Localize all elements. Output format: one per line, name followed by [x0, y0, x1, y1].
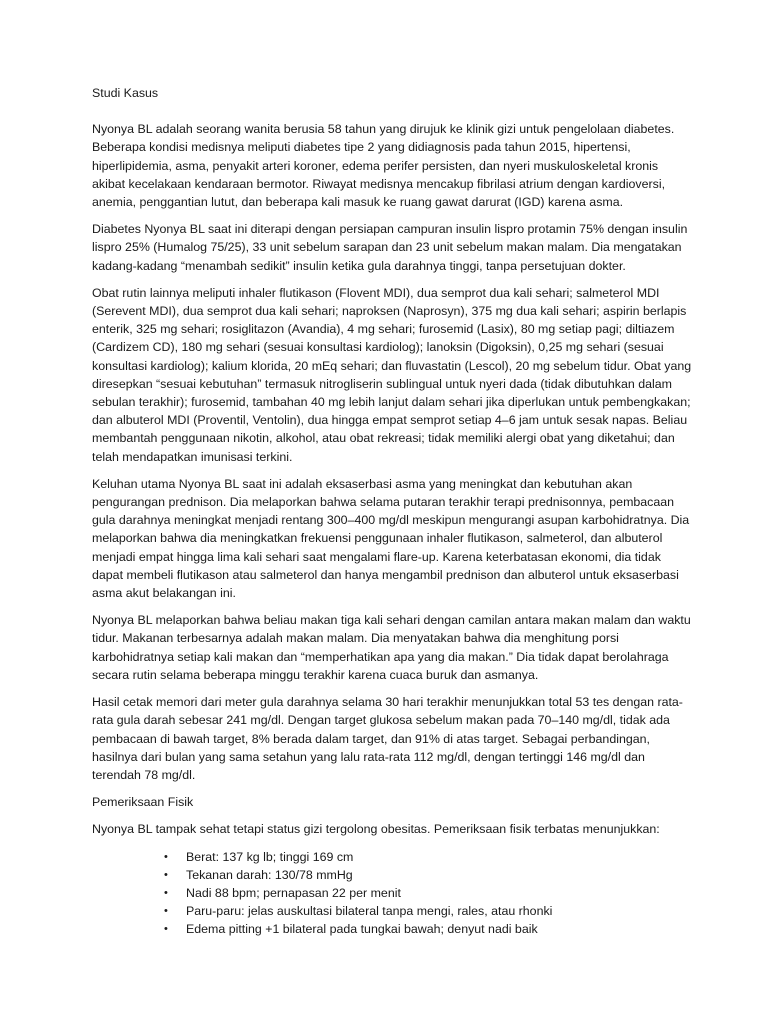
- paragraph-glucose-log: Hasil cetak memori dari meter gula darahnya selama 30 hari terakhir menunjukkan total 53 tes dengan rata-rata gula darah sebesar 241 mg/dl. Dengan target glukosa sebelum makan pada 70–140 mg/dl, tidak ada pembacaan di bawah target, 8% berada dalam target, dan 91% di atas target. Sebagai perbandingan, hasilnya dari bulan yang sama setahun yang lalu rata-rata 112 mg/dl, dengan tertinggi 146 mg/dl dan terendah 78 mg/dl.: [92, 695, 683, 782]
- paragraph-chief-complaint: Keluhan utama Nyonya BL saat ini adalah eksaserbasi asma yang meningkat dan kebutuhan akan pengurangan prednison. Dia melaporkan bahwa selama putaran terakhir terapi prednisonnya, pembacaan gula darahnya meningkat menjadi rentang 300–400 mg/dl meskipun mengurangi asupan karbohidratnya. Dia melaporkan bahwa dia meningkatkan frekuensi penggunaan inhaler flutikason, salmeterol, dan albuterol menjadi empat hingga lima kali sehari saat mengalami flare-up. Karena keterbatasan ekonomi, dia tidak dapat membeli flutikason atau salmeterol dan hanya mengambil prednison dan albuterol untuk eksaserbasi asma akut belakangan ini.: [92, 476, 690, 601]
- list-item-text: Paru-paru: jelas auskultasi bilateral tanpa mengi, rales, atau rhonki: [186, 904, 553, 919]
- bullet-icon: •: [164, 868, 168, 881]
- list-item: [92, 902, 692, 920]
- paragraph-diet: Nyonya BL melaporkan bahwa beliau makan tiga kali sehari dengan camilan antara makan malam dan waktu tidur. Makanan terbesarnya adalah makan malam. Dia menyatakan bahwa dia menghitung porsi karbohidratnya setiap kali makan dan “memperhatikan apa yang dia makan.” Dia tidak dapat berolahraga secara rutin selama beberapa minggu terakhir karena cuaca buruk dan asmanya.: [92, 613, 691, 682]
- document-title: Studi Kasus: [92, 86, 159, 100]
- section-heading-physical-exam: Pemeriksaan Fisik: [92, 795, 194, 810]
- bullet-icon: •: [164, 850, 168, 863]
- exam-findings-list: [92, 848, 692, 939]
- list-item-text: Tekanan darah: 130/78 mmHg: [186, 867, 353, 882]
- list-item: [92, 866, 692, 884]
- list-item-text: Nadi 88 bpm; pernapasan 22 per menit: [186, 885, 401, 900]
- bullet-icon: •: [164, 886, 168, 899]
- paragraph-exam-intro: Nyonya BL tampak sehat tetapi status gizi tergolong obesitas. Pemeriksaan fisik terbatas menunjukkan:: [92, 822, 660, 837]
- document-page: [92, 84, 692, 939]
- paragraph-diabetes-therapy: Diabetes Nyonya BL saat ini diterapi dengan persiapan campuran insulin lispro protamin 75% dengan insulin lispro 25% (Humalog 75/25), 33 unit sebelum sarapan dan 23 unit sebelum makan malam. Dia mengatakan kadang-kadang “menambah sedikit” insulin ketika gula darahnya tinggi, tanpa persetujuan dokter.: [92, 222, 688, 273]
- list-item-text: Edema pitting +1 bilateral pada tungkai bawah; denyut nadi baik: [186, 922, 538, 937]
- bullet-icon: •: [164, 905, 168, 918]
- list-item-text: Berat: 137 kg lb; tinggi 169 cm: [186, 849, 354, 864]
- paragraph-medications: Obat rutin lainnya meliputi inhaler flutikason (Flovent MDI), dua semprot dua kali sehari; salmeterol MDI (Serevent MDI), dua semprot dua kali sehari; naproksen (Naprosyn), 375 mg dua kali sehari; aspirin berlapis enterik, 325 mg sehari; rosiglitazon (Avandia), 4 mg sehari; furosemid (Lasix), 80 mg setiap pagi; diltiazem (Cardizem CD), 180 mg sehari (sesuai konsultasi kardiolog); lanoksin (Digoksin), 0,25 mg sehari (sesuai konsultasi kardiolog); kalium klorida, 20 mEq sehari; dan fluvastatin (Lescol), 20 mg sebelum tidur. Obat yang diresepkan “sesuai kebutuhan” termasuk nitrogliserin sublingual untuk nyeri dada (tidak dibutuhkan dalam sebulan terakhir); furosemid, tambahan 40 mg lebih lanjut dalam sehari jika diperlukan untuk pembengkakan; dan albuterol MDI (Proventil, Ventolin), dua hingga empat semprot setiap 4–6 jam untuk sesak napas. Beliau membantah penggunaan nikotin, alkohol, atau obat rekreasi; tidak memiliki alergi obat yang diketahui; dan telah mendapatkan imunisasi terkini.: [92, 285, 692, 464]
- list-item: [92, 848, 692, 866]
- list-item: [92, 884, 692, 902]
- list-item: [92, 920, 692, 938]
- paragraph-patient-history: Nyonya BL adalah seorang wanita berusia 58 tahun yang dirujuk ke klinik gizi untuk pengelolaan diabetes. Beberapa kondisi medisnya meliputi diabetes tipe 2 yang didiagnosis pada tahun 2015, hipertensi, hiperlipidemia, asma, penyakit arteri koroner, edema perifer persisten, dan nyeri muskuloskeletal kronis akibat kecelakaan kendaraan bermotor. Riwayat medisnya mencakup fibrilasi atrium dengan kardioversi, anemia, penggantian lutut, dan beberapa kali masuk ke ruang gawat darurat (IGD) karena asma.: [92, 122, 675, 210]
- bullet-icon: •: [164, 923, 168, 936]
